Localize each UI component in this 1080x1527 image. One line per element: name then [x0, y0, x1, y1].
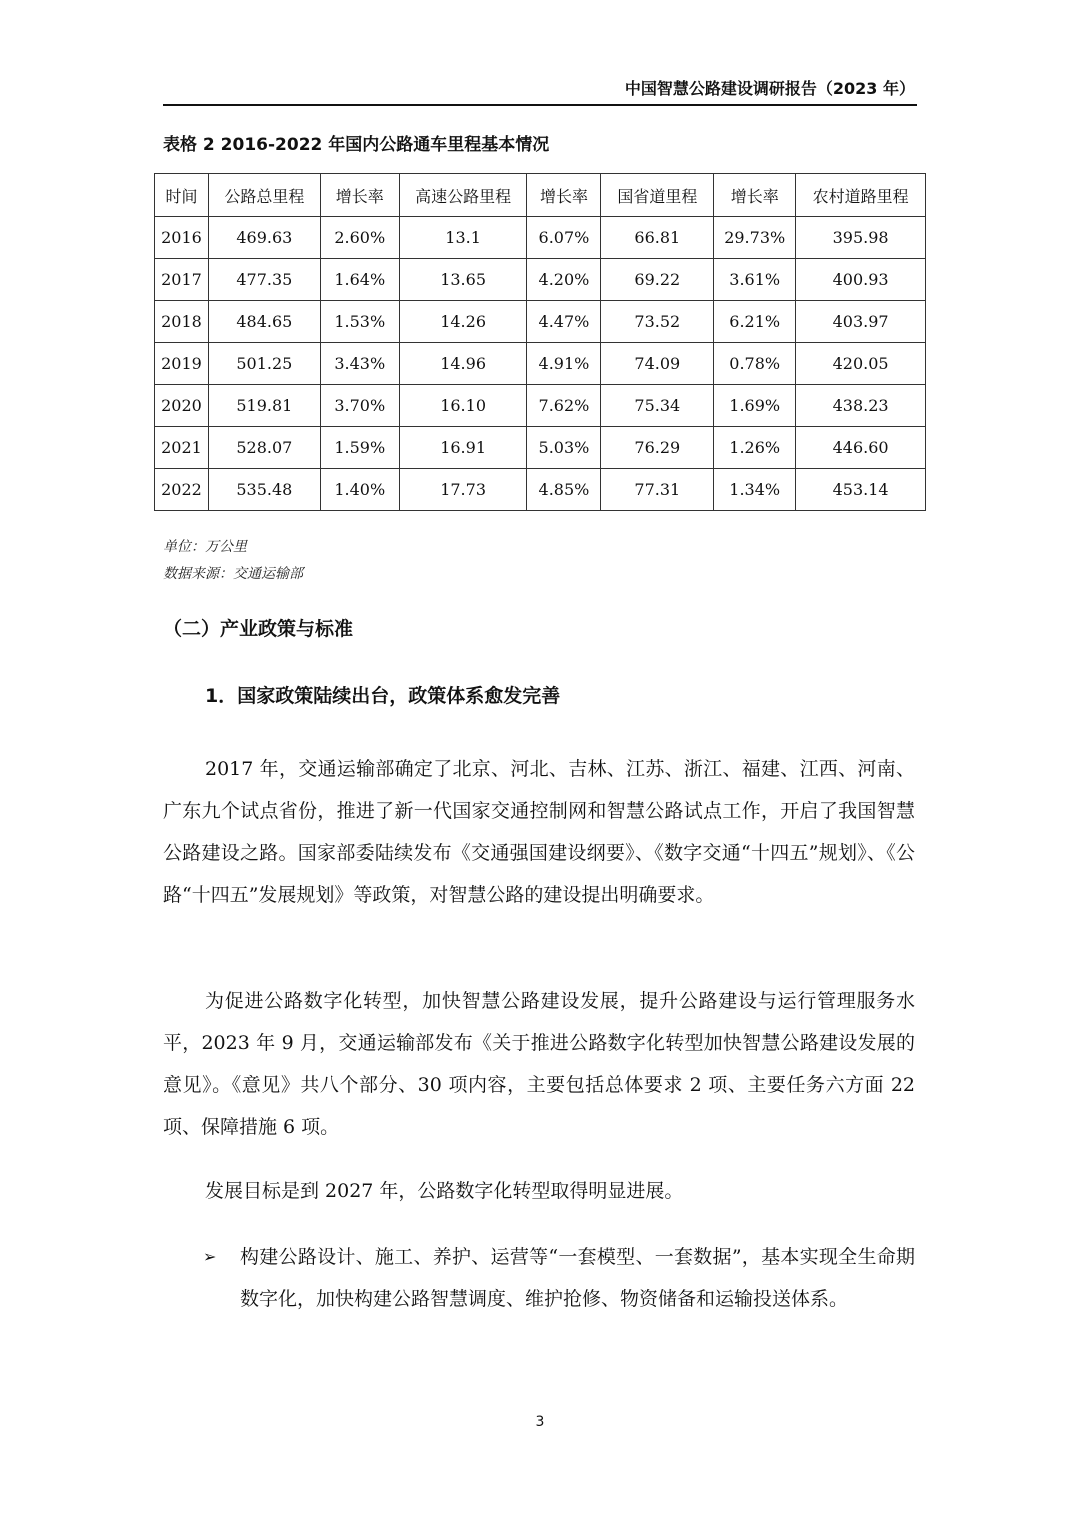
mileage-table — [154, 173, 926, 511]
table-notes — [163, 534, 303, 588]
table-cell: 1.53% — [320, 301, 399, 343]
table-cell: 403.97 — [796, 301, 926, 343]
column-header: 国省道里程 — [601, 174, 714, 217]
table-cell: 66.81 — [601, 217, 714, 259]
column-header: 高速公路里程 — [399, 174, 527, 217]
table-cell: 6.07% — [527, 217, 601, 259]
table-cell: 29.73% — [714, 217, 796, 259]
section-heading: （二）产业政策与标准 — [163, 618, 354, 640]
table-cell: 75.34 — [601, 385, 714, 427]
table-caption: 表格 2 2016-2022 年国内公路通车里程基本情况 — [163, 135, 550, 155]
subsection-heading: 1．国家政策陆续出台，政策体系愈发完善 — [205, 685, 561, 707]
table-cell: 1.69% — [714, 385, 796, 427]
table-cell: 438.23 — [796, 385, 926, 427]
table-cell: 446.60 — [796, 427, 926, 469]
table-cell: 14.26 — [399, 301, 527, 343]
table-cell: 13.65 — [399, 259, 527, 301]
table-cell: 6.21% — [714, 301, 796, 343]
body-paragraph: 发展目标是到 2027 年，公路数字化转型取得明显进展。 — [205, 1180, 684, 1202]
table-cell: 2017 — [155, 259, 209, 301]
table-cell: 4.91% — [527, 343, 601, 385]
table-row — [155, 301, 926, 343]
table-header-row — [155, 174, 926, 217]
table-cell: 5.03% — [527, 427, 601, 469]
table-cell: 535.48 — [208, 469, 320, 511]
page-header: 中国智慧公路建设调研报告（2023 年） — [624, 79, 915, 98]
column-header: 增长率 — [714, 174, 796, 217]
table-cell: 453.14 — [796, 469, 926, 511]
arrow-bullet-icon: ➢ — [203, 1247, 217, 1266]
column-header: 增长率 — [320, 174, 399, 217]
column-header: 公路总里程 — [208, 174, 320, 217]
table-cell: 400.93 — [796, 259, 926, 301]
table-cell: 420.05 — [796, 343, 926, 385]
table-cell: 484.65 — [208, 301, 320, 343]
table-cell: 4.85% — [527, 469, 601, 511]
table-cell: 1.26% — [714, 427, 796, 469]
unit-note: 单位：万公里 — [163, 539, 247, 555]
table-row — [155, 469, 926, 511]
table-row — [155, 259, 926, 301]
table-cell: 4.47% — [527, 301, 601, 343]
table-cell: 16.10 — [399, 385, 527, 427]
table-cell: 2016 — [155, 217, 209, 259]
column-header: 增长率 — [527, 174, 601, 217]
table-cell: 0.78% — [714, 343, 796, 385]
table-cell: 14.96 — [399, 343, 527, 385]
header-rule — [163, 104, 917, 106]
table-cell: 2021 — [155, 427, 209, 469]
table-cell: 74.09 — [601, 343, 714, 385]
table-row — [155, 217, 926, 259]
table-row — [155, 385, 926, 427]
table-cell: 395.98 — [796, 217, 926, 259]
table-cell: 17.73 — [399, 469, 527, 511]
bullet-text: 构建公路设计、施工、养护、运营等“一套模型、一套数据”，基本实现全生命期数字化，加快构建公路智慧调度、维护抢修、物资储备和运输投送体系。 — [240, 1246, 915, 1310]
table-cell: 13.1 — [399, 217, 527, 259]
table-cell: 76.29 — [601, 427, 714, 469]
table-cell: 1.34% — [714, 469, 796, 511]
table-cell: 2.60% — [320, 217, 399, 259]
table-cell: 2022 — [155, 469, 209, 511]
table-cell: 477.35 — [208, 259, 320, 301]
table-cell: 7.62% — [527, 385, 601, 427]
table-cell: 16.91 — [399, 427, 527, 469]
table-cell: 3.70% — [320, 385, 399, 427]
table-cell: 501.25 — [208, 343, 320, 385]
table-cell: 3.61% — [714, 259, 796, 301]
table-cell: 1.40% — [320, 469, 399, 511]
page-number: 3 — [535, 1414, 545, 1430]
table-cell: 519.81 — [208, 385, 320, 427]
table-cell: 469.63 — [208, 217, 320, 259]
body-paragraph: 2017 年，交通运输部确定了北京、河北、吉林、江苏、浙江、福建、江西、河南、广东九个试点省份，推进了新一代国家交通控制网和智慧公路试点工作，开启了我国智慧公路建设之路。国家部委陆续发布《交通强国建设纲要》、《数字交通“十四五”规划》、《公路“十四五”发展规划》等政策，对智慧公路的建设提出明确要求。 — [163, 758, 915, 906]
source-note: 数据来源：交通运输部 — [163, 566, 303, 582]
body-paragraph: 为促进公路数字化转型，加快智慧公路建设发展，提升公路建设与运行管理服务水平，2023 年 9 月，交通运输部发布《关于推进公路数字化转型加快智慧公路建设发展的意见》。《意见》共八个部分、30 项内容，主要包括总体要求 2 项、主要任务六方面 22 项、保障措施 6 项。 — [163, 990, 915, 1138]
table-cell: 2020 — [155, 385, 209, 427]
table-cell: 77.31 — [601, 469, 714, 511]
table-row — [155, 343, 926, 385]
table-cell: 1.64% — [320, 259, 399, 301]
table-cell: 2019 — [155, 343, 209, 385]
table-cell: 4.20% — [527, 259, 601, 301]
table-cell: 3.43% — [320, 343, 399, 385]
column-header: 时间 — [155, 174, 209, 217]
table-cell: 69.22 — [601, 259, 714, 301]
table-cell: 1.59% — [320, 427, 399, 469]
table-row — [155, 427, 926, 469]
column-header: 农村道路里程 — [796, 174, 926, 217]
bullet-item — [163, 1236, 915, 1320]
table-cell: 528.07 — [208, 427, 320, 469]
table-cell: 73.52 — [601, 301, 714, 343]
table-cell: 2018 — [155, 301, 209, 343]
